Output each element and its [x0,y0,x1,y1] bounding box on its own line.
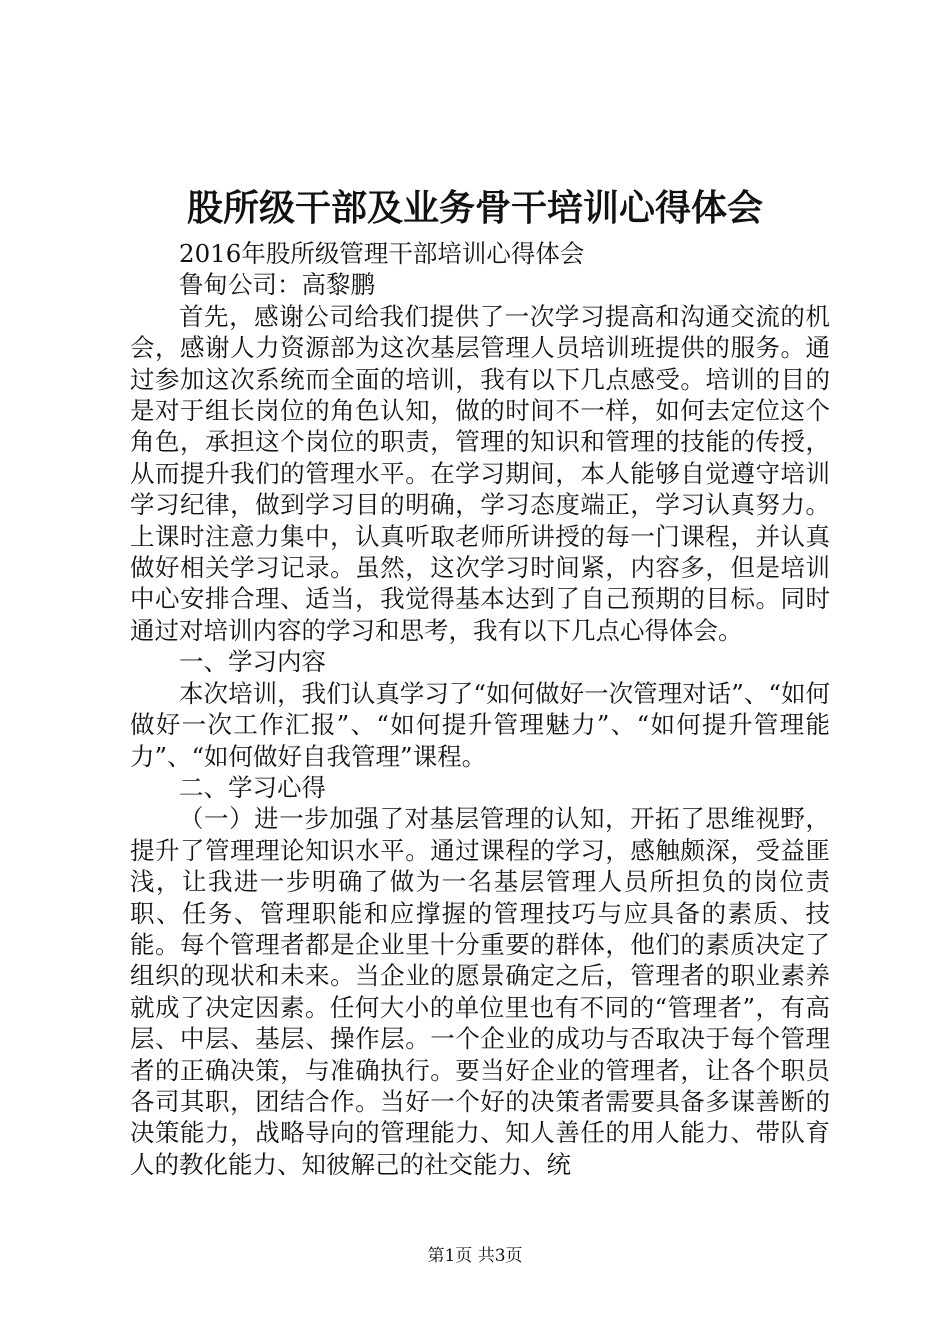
page-footer: 第1页 共3页 [427,1246,523,1266]
content-paragraph: 本次培训，我们认真学习了“如何做好一次管理对话”、“如何做好一次工作汇报”、“如何提升管理魅力”、“如何提升管理能力”、“如何做好自我管理”课程。 [130,678,830,771]
section-heading-content: 一、学习内容 [179,647,326,677]
document-title: 股所级干部及业务骨干培训心得体会 [186,187,763,229]
author-line: 鲁甸公司：高黎鹏 [179,270,375,300]
section-heading-insights: 二、学习心得 [179,772,326,802]
intro-paragraph: 首先，感谢公司给我们提供了一次学习提高和沟通交流的机会，感谢人力资源部为这次基层管理人员培训班提供的服务。通过参加这次系统而全面的培训，我有以下几点感受。培训的目的是对于组长岗位的角色认知，做的时间不一样，如何去定位这个角色，承担这个岗位的职责，管理的知识和管理的技能的传授，从而提升我们的管理水平。在学习期间，本人能够自觉遵守培训学习纪律，做到学习目的明确，学习态度端正，学习认真努力。上课时注意力集中，认真听取老师所讲授的每一门课程，并认真做好相关学习记录。虽然，这次学习时间紧，内容多，但是培训中心安排合理、适当，我觉得基本达到了自己预期的目标。同时通过对培训内容的学习和思考，我有以下几点心得体会。 [130,301,830,645]
insights-paragraph: （一）进一步加强了对基层管理的认知，开拓了思维视野，提升了管理理论知识水平。通过课程的学习，感触颇深，受益匪浅，让我进一步明确了做为一名基层管理人员所担负的岗位责职、任务、管理职能和应撑握的管理技巧与应具备的素质、技能。每个管理者都是企业里十分重要的群体，他们的素质决定了组织的现状和未来。当企业的愿景确定之后，管理者的职业素养就成了决定因素。任何大小的单位里也有不同的“管理者”，有高层、中层、基层、操作层。一个企业的成功与否取决于每个管理者的正确决策，与准确执行。要当好企业的管理者，让各个职员各司其职，团结合作。当好一个好的决策者需要具备多谋善断的决策能力，战略导向的管理能力、知人善任的用人能力、带队育人的教化能力、知彼解己的社交能力、统 [130,804,830,1179]
subtitle-line: 2016年股所级管理干部培训心得体会 [179,239,585,268]
document-body [130,238,830,1180]
